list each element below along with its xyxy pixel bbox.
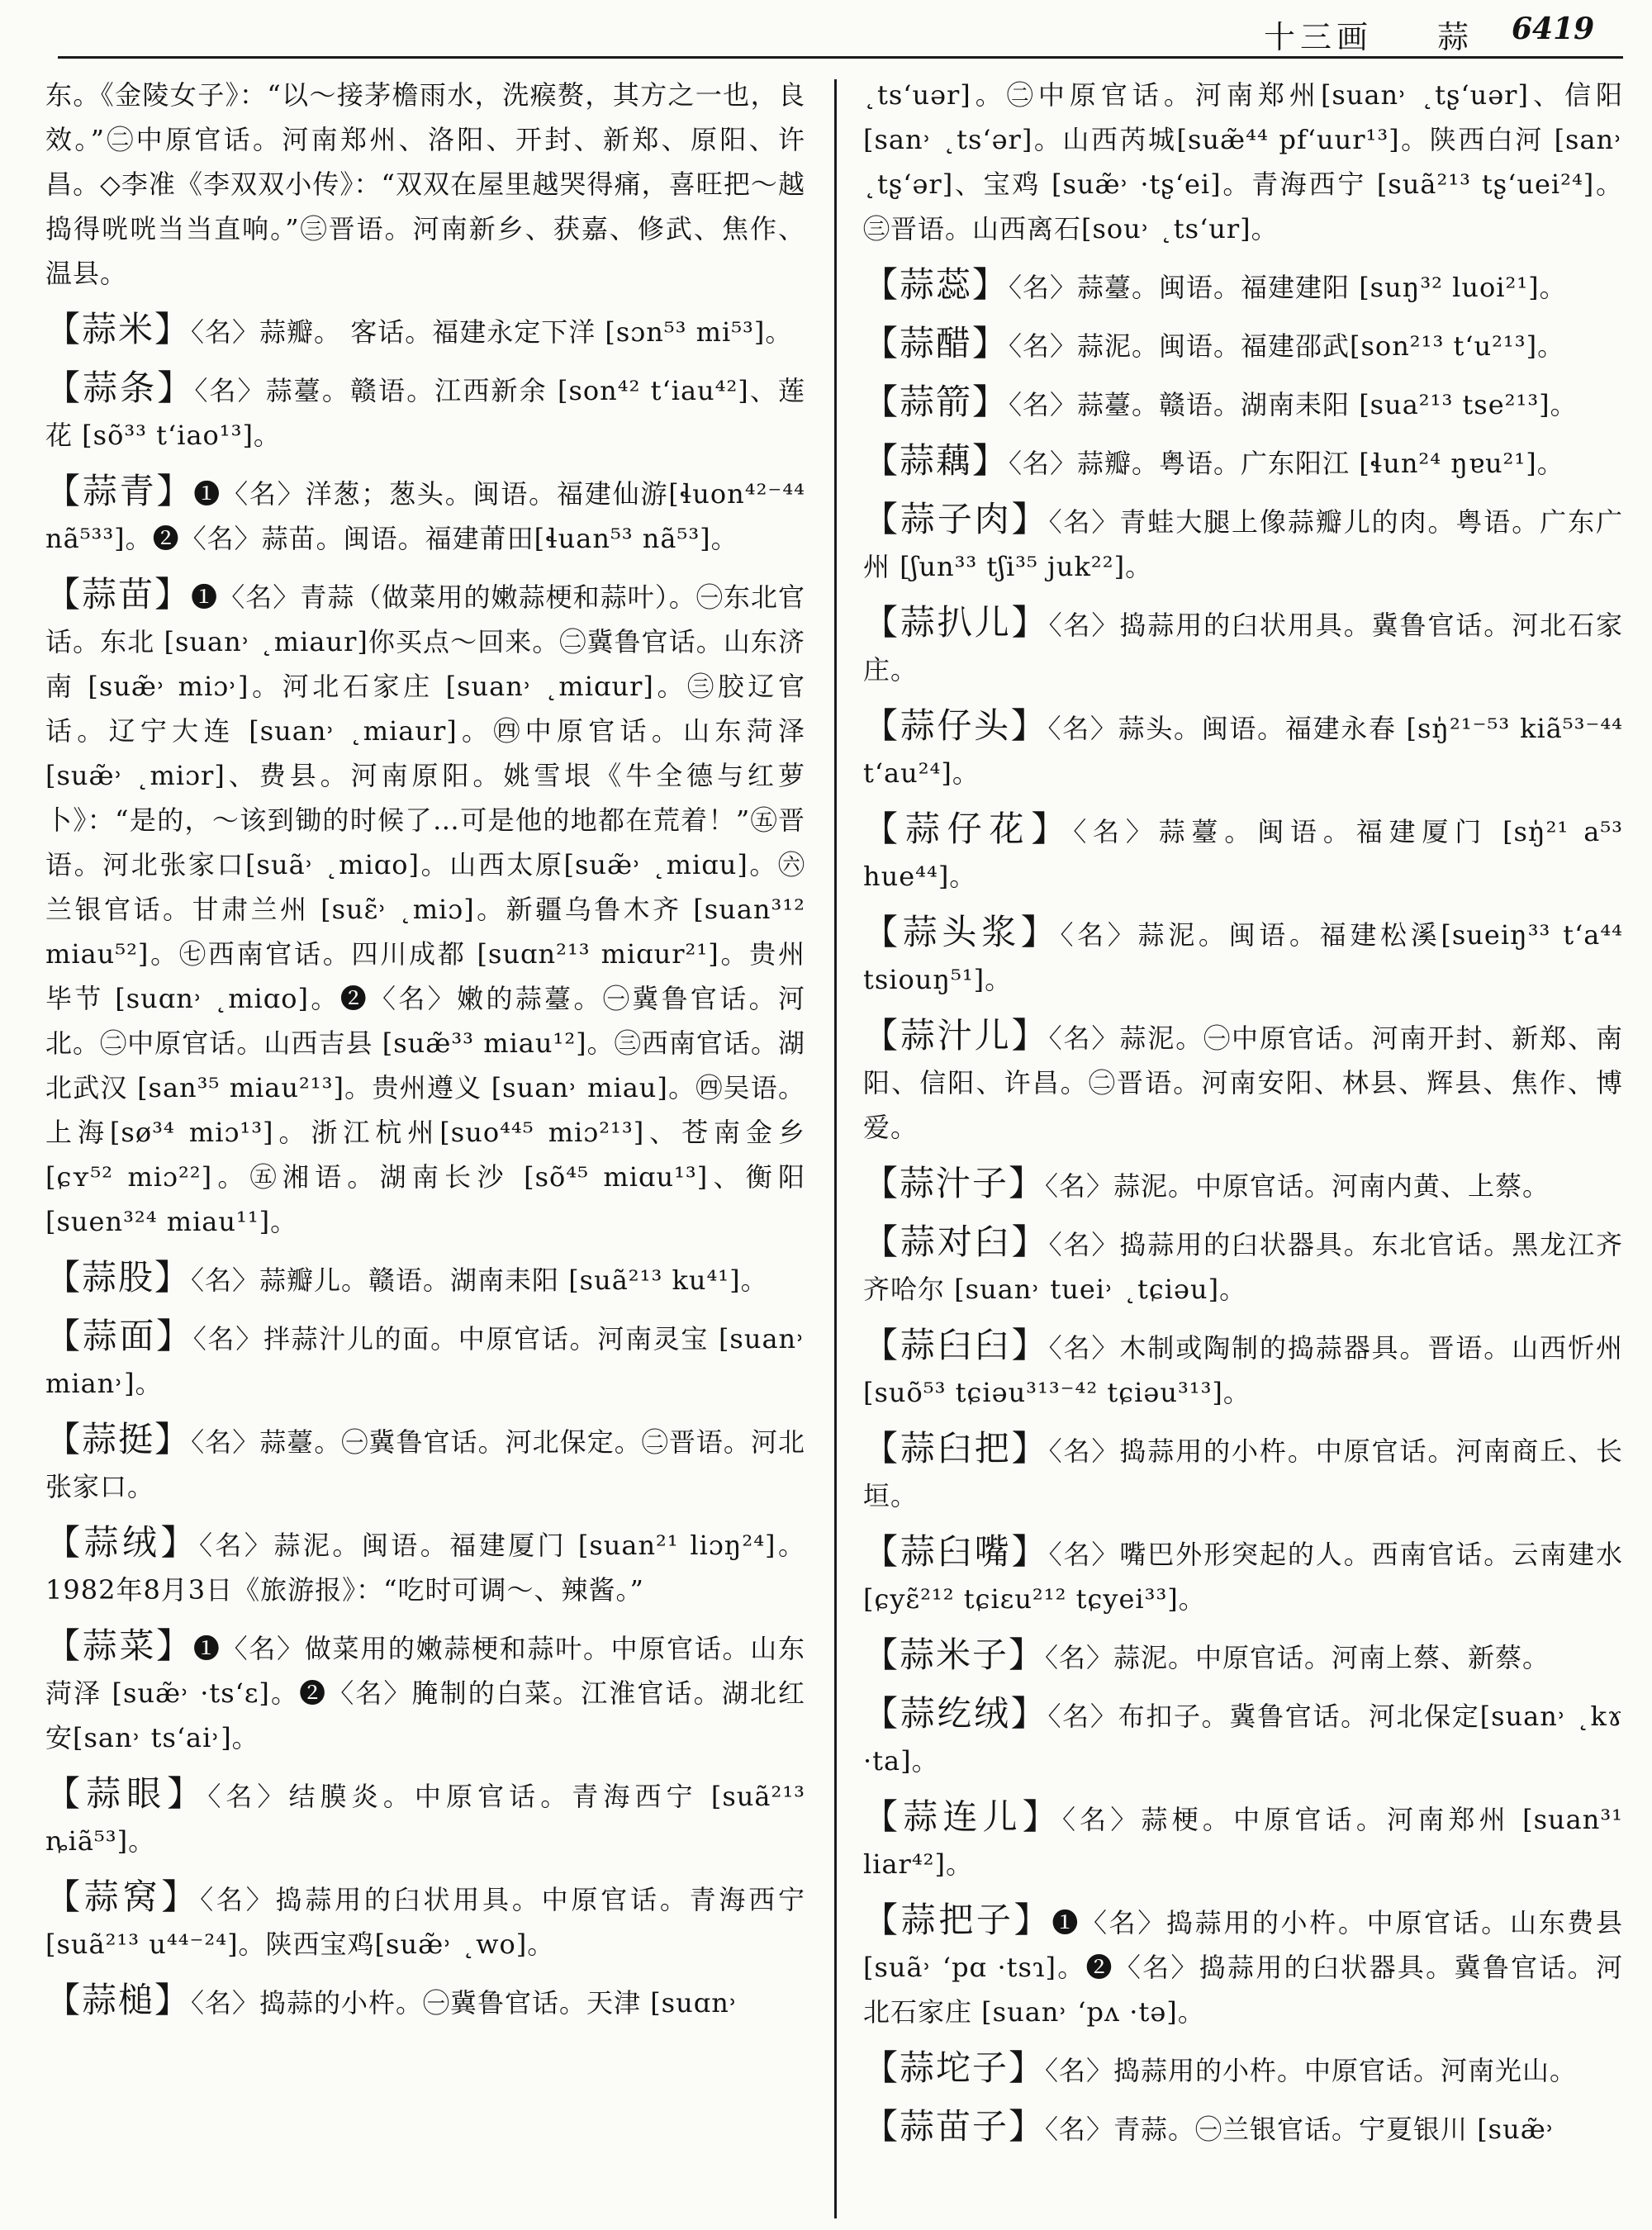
- entry: [863, 1691, 1623, 1783]
- headword: 【蒜菜】: [45, 1625, 193, 1666]
- definition: ❶〈名〉洋葱；葱头。闽语。福建仙游[ɬuon⁴²⁻⁴⁴ nã⁵³³]。❷〈名〉蒜苗。闽语。福建莆田[ɬuan⁵³ nã⁵³]。: [45, 478, 805, 554]
- definition: 〈名〉青蒜。㊀兰银官话。宁夏银川 [suæ̃˒: [1045, 2114, 1555, 2145]
- headword: 【蒜汁儿】: [863, 1015, 1049, 1056]
- entry: [863, 497, 1623, 589]
- entry: [863, 321, 1623, 368]
- definition: ❶〈名〉青蒜（做菜用的嫩蒜梗和蒜叶）。㊀东北官话。东北 [suan˒ ˛miaur]你买点～回来。㊁冀鲁官话。山东济南 [suæ̃˒ miɔ˒]。河北石家庄 [suan˒ ˛miɑur]。㊂胶辽官话。辽宁大连 [suan˒ ˛miaur]。㊃中原官话。山东菏泽 [suæ̃˒ ˛miɔr]、费县。河南原阳。姚雪垠《牛全德与红萝卜》：“是的，～该到锄的时候了…可是他的地都在荒着！”㊄晋语。河北张家口[suã˒ ˛miɑo]。山西太原[suæ̃˒ ˛miɑu]。㊅兰银官话。甘肃兰州 [suɛ̃˒ ˛miɔ]。新疆乌鲁木齐 [suan³¹² miau⁵²]。㊆西南官话。四川成都 [suɑn²¹³ miɑur²¹]。贵州毕节 [suɑn˒ ˛miɑo]。❷〈名〉嫩的蒜薹。㊀冀鲁官话。河北。㊁中原官话。山西吉县 [suæ̃³³ miau¹²]。㊂西南官话。湖北武汉 [san³⁵ miau²¹³]。贵州遵义 [suan˒ miau]。㊃吴语。上海[sø³⁴ miɔ¹³]。浙江杭州[suo⁴⁴⁵ miɔ²¹³]、苍南金乡 [ɕʏ⁵² miɔ²²]。㊄湘语。湖南长沙 [sõ⁴⁵ miɑu¹³]、衡阳[suen³²⁴ miau¹¹]。: [45, 581, 805, 1237]
- headword: 【蒜扒儿】: [863, 602, 1049, 643]
- definition: 〈名〉捣蒜用的臼状用具。冀鲁官话。河北石家庄。: [863, 610, 1623, 686]
- headword: 【蒜臼把】: [863, 1428, 1049, 1468]
- headword: 【蒜米子】: [863, 1635, 1046, 1675]
- definition: 〈名〉蒜薹。赣语。湖南耒阳 [sua²¹³ tse²¹³]。: [1009, 389, 1578, 420]
- headword: 【蒜对臼】: [863, 1222, 1049, 1262]
- definition: 〈名〉蒜泥。中原官话。河南内黄、上蔡。: [1045, 1170, 1550, 1202]
- entry: [863, 2104, 1623, 2152]
- column-divider: [834, 79, 837, 2218]
- entry: [863, 600, 1623, 692]
- entry: [863, 2046, 1623, 2093]
- entry: [863, 1426, 1623, 1518]
- headword: 【蒜臼嘴】: [863, 1531, 1049, 1572]
- definition: 〈名〉蒜泥。闽语。福建松溪[sueiŋ³³ t‘a⁴⁴ tsiouŋ⁵¹]。: [863, 919, 1623, 995]
- definition: 〈名〉结膜炎。中原官话。青海西宁 [suã²¹³ ȵiã⁵³]。: [45, 1781, 805, 1857]
- definition: 〈名〉蒜薹。闽语。福建厦门 [sŋ̍²¹ a⁵³ hue⁴⁴]。: [863, 816, 1623, 892]
- headword: 【蒜仔花】: [863, 809, 1074, 849]
- entry: [863, 1795, 1623, 1886]
- headword: 【蒜把子】: [863, 1900, 1052, 1940]
- definition: 〈名〉拌蒜汁儿的面。中原官话。河南灵宝 [suan˒ mian˒]。: [45, 1323, 805, 1399]
- entry-continuation: ˛ts‘uər]。㊁中原官话。河南郑州[suan˒ ˛tʂ‘uər]、信阳 [san˒ ˛ts‘ər]。山西芮城[suæ̃⁴⁴ pf‘uur¹³]。陕西白河 [san˒ ˛tʂ‘ər]、宝鸡 [suæ̃˒ ·tʂ‘ei]。青海西宁 [suã²¹³ tʂ‘uei²⁴]。㊂晋语。山西离石[sou˒ ˛ts‘ur]。: [863, 79, 1623, 244]
- headword: 【蒜米】: [45, 309, 192, 349]
- definition: 〈名〉蒜瓣。 客话。福建永定下洋 [sɔn⁵³ mi⁵³]。: [191, 316, 793, 348]
- definition: 〈名〉蒜泥。闽语。福建厦门 [suan²¹ liɔŋ²⁴]。1982年8月3日《旅游报》：“吃时可调～、辣酱。”: [45, 1530, 805, 1606]
- entry: [863, 1013, 1623, 1150]
- definition: 〈名〉蒜泥。中原官话。河南上蔡、新蔡。: [1045, 1642, 1550, 1673]
- entry: [45, 307, 805, 354]
- definition: 〈名〉青蛙大腿上像蒜瓣儿的肉。粤语。广东广州 [ʃun³³ tʃi³⁵ juk²²]。: [863, 506, 1623, 582]
- headword: 【蒜绒】: [45, 1522, 199, 1563]
- entry: [863, 1898, 1623, 2034]
- definition: 〈名〉布扣子。冀鲁官话。河北保定[suan˒ ˛kɤ ·ta]。: [863, 1701, 1623, 1777]
- entry: [45, 366, 805, 458]
- header-rule: [58, 56, 1623, 59]
- headword: 【蒜窝】: [45, 1877, 201, 1917]
- page-header: [0, 0, 1652, 58]
- headword: 【蒜醋】: [863, 323, 1009, 363]
- entry: [45, 1314, 805, 1406]
- definition: 〈名〉蒜瓣儿。赣语。湖南耒阳 [suã²¹³ ku⁴¹]。: [191, 1264, 768, 1296]
- entry: [45, 1417, 805, 1509]
- entry: [863, 1161, 1623, 1208]
- entry: [863, 1633, 1623, 1680]
- headword: 【蒜子肉】: [863, 499, 1049, 539]
- definition: 〈名〉蒜瓣。粤语。广东阳江 [ɬun²⁴ ŋɐu²¹]。: [1009, 448, 1564, 479]
- headword: 【蒜苗子】: [863, 2106, 1046, 2147]
- headword: 【蒜挺】: [45, 1419, 192, 1459]
- headword: 【蒜纥绒】: [863, 1693, 1048, 1734]
- definition: 〈名〉捣蒜用的小杵。中原官话。河南光山。: [1045, 2055, 1578, 2086]
- headword: 【蒜仔头】: [863, 705, 1048, 746]
- entry: [863, 704, 1623, 795]
- headword: 【蒜青】: [45, 471, 194, 511]
- headword: 【蒜箭】: [863, 382, 1009, 422]
- entry: [863, 1530, 1623, 1621]
- headword: 【蒜面】: [45, 1316, 193, 1356]
- headword: 【蒜蕊】: [863, 264, 1009, 305]
- entry: [45, 469, 805, 561]
- entry: [45, 1521, 805, 1612]
- headword: 【蒜头浆】: [863, 912, 1061, 952]
- entry: [863, 1220, 1623, 1312]
- definition: 〈名〉蒜薹。赣语。江西新余 [son⁴² t‘iau⁴²]、莲花 [sõ³³ t‘iao¹³]。: [45, 375, 805, 451]
- definition: 〈名〉蒜薹。㊀冀鲁官话。河北保定。㊁晋语。河北张家口。: [45, 1426, 805, 1502]
- entry: [863, 380, 1623, 427]
- headword: 【蒜臼臼】: [863, 1325, 1049, 1365]
- entry-continuation: 东。《金陵女子》：“以～接茅檐雨水，洗瘊赘，其方之一也，良效。”㊁中原官话。河南郑州、洛阳、开封、新郑、原阳、许昌。◇李准《李双双小传》：“双双在屋里越哭得痛，喜旺把～越捣得咣咣当当直响。”㊂晋语。河南新乡、获嘉、修武、焦作、温县。: [45, 79, 805, 289]
- definition: 〈名〉捣蒜用的臼状器具。东北官话。黑龙江齐齐哈尔 [suan˒ tuei˒ ˛tɕiəu]。: [863, 1229, 1623, 1305]
- definition: 〈名〉捣蒜的小杵。㊀冀鲁官话。天津 [suɑn˒: [191, 1987, 738, 2019]
- definition: ❶〈名〉做菜用的嫩蒜梗和蒜叶。中原官话。山东菏泽 [suæ̃˒ ·ts‘ɛ]。❷〈名〉腌制的白菜。江淮官话。湖北红安[san˒ ts‘ai˒]。: [45, 1633, 805, 1753]
- index-character: 蒜: [1437, 19, 1469, 55]
- definition: ❶〈名〉捣蒜用的小杵。中原官话。山东费县 [suã˒ ‘pɑ ·tsɿ]。❷〈名〉捣蒜用的臼状器具。冀鲁官话。河北石家庄 [suan˒ ‘pʌ ·tə]。: [863, 1907, 1623, 2028]
- definition: 〈名〉捣蒜用的臼状用具。中原官话。青海西宁[suã²¹³ u⁴⁴⁻²⁴]。陕西宝鸡[suæ̃˒ ˛wo]。: [45, 1884, 805, 1960]
- section-label: 十三画: [1264, 19, 1374, 55]
- headword: 【蒜槌】: [45, 1980, 192, 2020]
- right-column: [863, 73, 1623, 2163]
- entry: [863, 439, 1623, 486]
- entry: [45, 1255, 805, 1302]
- definition: 〈名〉蒜头。闽语。福建永春 [sŋ̍²¹⁻⁵³ kiã⁵³⁻⁴⁴ t‘au²⁴]。: [863, 713, 1623, 789]
- entry: [863, 910, 1623, 1002]
- definition: 〈名〉蒜薹。闽语。福建建阳 [suŋ³² luoi²¹]。: [1009, 272, 1567, 303]
- headword: 【蒜藕】: [863, 440, 1009, 481]
- entry: [45, 1875, 805, 1967]
- entry: [863, 263, 1623, 310]
- headword: 【蒜汁子】: [863, 1163, 1046, 1203]
- definition: 〈名〉捣蒜用的小杵。中原官话。河南商丘、长垣。: [863, 1435, 1623, 1511]
- headword: 【蒜坨子】: [863, 2047, 1046, 2088]
- entry: [45, 1978, 805, 2025]
- definition: 〈名〉蒜泥。㊀中原官话。河南开封、新郑、南阳、信阳、许昌。㊁晋语。河南安阳、林县、辉县、焦作、博爱。: [863, 1022, 1623, 1143]
- definition: 〈名〉蒜泥。闽语。福建邵武[son²¹³ t‘u²¹³]。: [1009, 330, 1565, 362]
- definition: 〈名〉木制或陶制的捣蒜器具。晋语。山西忻州 [suõ⁵³ tɕiəu³¹³⁻⁴² tɕiəu³¹³]。: [863, 1332, 1623, 1408]
- definition: 〈名〉蒜梗。中原官话。河南郑州 [suan³¹ liar⁴²]。: [863, 1804, 1623, 1880]
- headword: 【蒜条】: [45, 368, 195, 408]
- entry: [863, 1323, 1623, 1415]
- entry: [45, 1624, 805, 1760]
- entry: [863, 807, 1623, 899]
- page-number: 6419: [1512, 12, 1595, 46]
- headword: 【蒜股】: [45, 1257, 192, 1298]
- left-column: [45, 73, 805, 2037]
- entry: [45, 572, 805, 1244]
- headword: 【蒜连儿】: [863, 1796, 1062, 1837]
- definition: 〈名〉嘴巴外形突起的人。西南官话。云南建水 [ɕyɛ̃²¹² tɕiɛu²¹² tɕyei³³]。: [863, 1539, 1623, 1615]
- headword: 【蒜眼】: [45, 1773, 208, 1814]
- entry: [45, 1772, 805, 1863]
- headword: 【蒜苗】: [45, 574, 192, 614]
